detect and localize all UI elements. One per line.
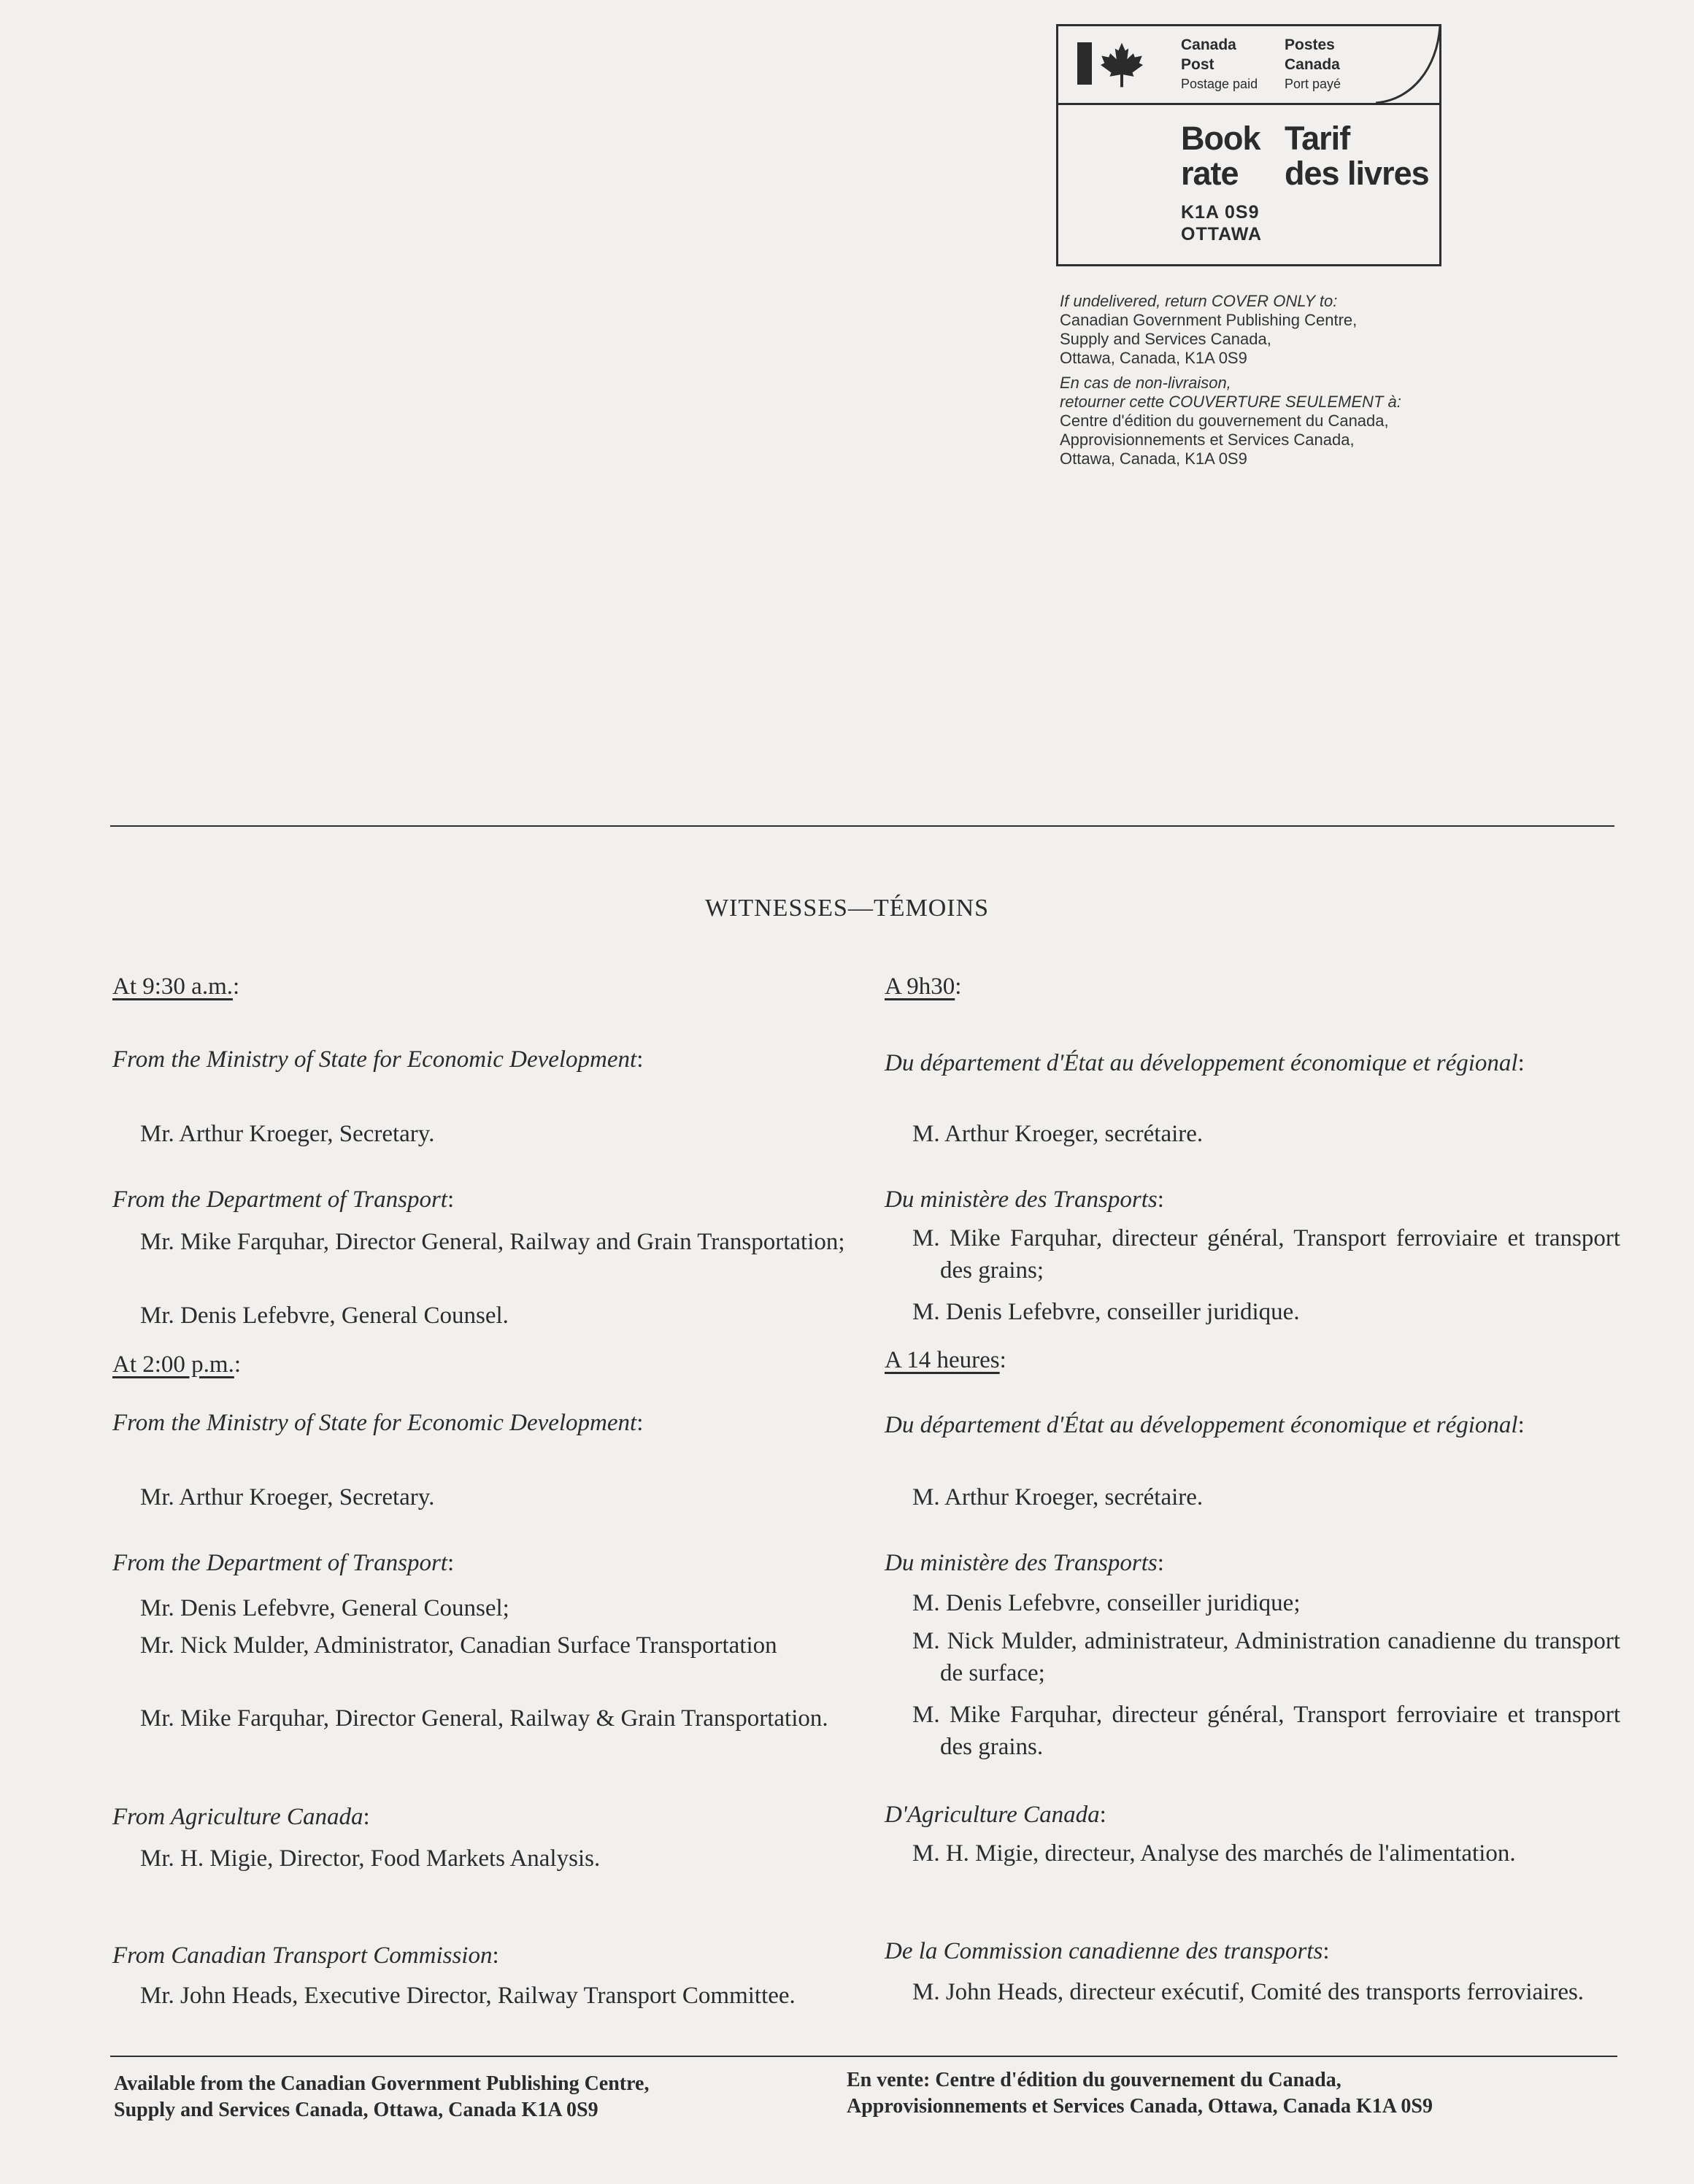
- time-heading-en-2: [112, 1348, 241, 1381]
- postage-city: OTTAWA: [1181, 224, 1263, 244]
- witness-en-9: Mr. John Heads, Executive Director, Railway Transport Committee.: [140, 1983, 796, 2009]
- postage-address: [1181, 201, 1262, 245]
- time-label: At 2:00 p.m.: [112, 1351, 234, 1378]
- section-divider: [110, 825, 1614, 827]
- return-line-fr-2: retourner cette COUVERTURE SEULEMENT à:: [1060, 393, 1401, 411]
- return-line-fr-5: Ottawa, Canada, K1A 0S9: [1060, 449, 1247, 468]
- tarif-text: Tarif: [1285, 120, 1350, 157]
- org-label: From the Department of Transport: [112, 1550, 447, 1576]
- witness-en-4: Mr. Arthur Kroeger, Secretary.: [140, 1484, 435, 1510]
- return-line-en-3: Supply and Services Canada,: [1060, 330, 1271, 348]
- flag-bar: [1077, 42, 1092, 85]
- time-label: At 9:30 a.m.: [112, 973, 233, 1000]
- time-suffix: :: [955, 973, 962, 1000]
- org-label: From Agriculture Canada: [112, 1804, 363, 1830]
- footer-fr-line-1: En vente: Centre d'édition du gouvernement du Canada,: [847, 2069, 1341, 2091]
- postage-header: [1058, 26, 1439, 105]
- des-livres-text: des livres: [1285, 155, 1429, 192]
- witness-fr-2: M. Mike Farquhar, directeur général, Transport ferroviaire et transport des grains;: [912, 1225, 1620, 1284]
- canada-fr-text: Canada: [1285, 56, 1340, 73]
- org-suffix: :: [1517, 1050, 1525, 1076]
- book-text: Book: [1181, 120, 1260, 157]
- book-rate-label: [1181, 121, 1429, 191]
- witness-en-5: Mr. Denis Lefebvre, General Counsel;: [140, 1595, 509, 1621]
- footer-divider: [110, 2056, 1617, 2057]
- time-suffix: :: [232, 973, 240, 1000]
- rate-text: rate: [1181, 155, 1239, 192]
- org-label: Du ministère des Transports: [885, 1550, 1158, 1576]
- org-heading-fr-3: [885, 1409, 1620, 1441]
- postage-paid-text: Postage paid: [1181, 77, 1258, 91]
- org-label: From the Department of Transport: [112, 1186, 447, 1213]
- witness-fr-5: M. Denis Lefebvre, conseiller juridique;: [912, 1590, 1301, 1616]
- return-address: [1060, 292, 1585, 468]
- org-suffix: :: [492, 1942, 499, 1969]
- org-suffix: :: [1157, 1186, 1164, 1213]
- witness-fr-9: M. John Heads, directeur exécutif, Comité des transports ferroviaires.: [912, 1979, 1585, 2005]
- return-line-fr-3: Centre d'édition du gouvernement du Canada,: [1060, 412, 1389, 430]
- witness-en-2: Mr. Mike Farquhar, Director General, Railway and Grain Transportation;: [140, 1229, 845, 1255]
- time-suffix: :: [999, 1347, 1006, 1373]
- org-label: De la Commission canadienne des transports: [885, 1938, 1323, 1964]
- witness-fr-1: M. Arthur Kroeger, secrétaire.: [912, 1121, 1204, 1147]
- org-suffix: :: [1323, 1938, 1330, 1964]
- org-heading-fr-6: [885, 1935, 1620, 1967]
- footer-fr-line-2: Approvisionnements et Services Canada, Ottawa, Canada K1A 0S9: [847, 2095, 1433, 2118]
- org-heading-en-4: [112, 1547, 850, 1579]
- footer-fr: [847, 2067, 1433, 2120]
- org-heading-en-2: [112, 1184, 850, 1216]
- canada-en-text: Canada: [1181, 36, 1236, 53]
- port-paye-text: Port payé: [1285, 77, 1341, 91]
- witness-fr-3: M. Denis Lefebvre, conseiller juridique.: [912, 1299, 1300, 1325]
- postage-label-en: [1181, 35, 1258, 94]
- org-suffix: :: [363, 1804, 370, 1830]
- org-suffix: :: [447, 1550, 455, 1576]
- org-heading-fr-2: [885, 1184, 1620, 1216]
- postes-fr-text: Postes: [1285, 36, 1335, 53]
- time-label: A 14 heures: [885, 1347, 1000, 1373]
- witness-fr-6: M. Nick Mulder, administrateur, Administration canadienne du transport de surface;: [912, 1628, 1620, 1686]
- org-suffix: :: [1157, 1550, 1164, 1576]
- witness-en-8: Mr. H. Migie, Director, Food Markets Analysis.: [140, 1845, 601, 1872]
- org-label: Du ministère des Transports: [885, 1186, 1158, 1213]
- org-suffix: :: [447, 1186, 455, 1213]
- postal-code: K1A 0S9: [1181, 202, 1260, 223]
- org-label: From the Ministry of State for Economic Development: [112, 1046, 637, 1073]
- org-label: Du département d'État au développement économique et régional: [885, 1050, 1518, 1076]
- postage-label-fr: [1285, 35, 1341, 94]
- post-en-text: Post: [1181, 56, 1214, 73]
- org-suffix: :: [636, 1410, 644, 1436]
- org-heading-fr-1: [885, 1047, 1620, 1079]
- postage-corner-curve: [1376, 24, 1441, 105]
- witness-fr-7: M. Mike Farquhar, directeur général, Transport ferroviaire et transport des grains.: [912, 1702, 1620, 1760]
- witness-fr-8: M. H. Migie, directeur, Analyse des marchés de l'alimentation.: [912, 1840, 1516, 1867]
- time-heading-en-1: [112, 971, 239, 1003]
- witness-en-6: Mr. Nick Mulder, Administrator, Canadian Surface Transportation: [140, 1632, 777, 1659]
- org-label: D'Agriculture Canada: [885, 1802, 1100, 1828]
- org-suffix: :: [1099, 1802, 1106, 1828]
- org-suffix: :: [1517, 1412, 1525, 1438]
- witness-fr-4: M. Arthur Kroeger, secrétaire.: [912, 1484, 1204, 1510]
- org-label: From Canadian Transport Commission: [112, 1942, 493, 1969]
- return-line-en-2: Canadian Government Publishing Centre,: [1060, 311, 1358, 329]
- footer-en-line-2: Supply and Services Canada, Ottawa, Canada K1A 0S9: [114, 2099, 598, 2121]
- org-heading-en-5: [112, 1801, 850, 1833]
- org-heading-fr-5: [885, 1799, 1620, 1831]
- org-heading-en-1: [112, 1043, 850, 1076]
- footer-en-line-1: Available from the Canadian Government Publishing Centre,: [114, 2072, 650, 2095]
- witnesses-title: WITNESSES—TÉMOINS: [704, 895, 990, 922]
- time-heading-fr-1: [885, 971, 961, 1003]
- return-line-fr-1: En cas de non-livraison,: [1060, 374, 1231, 392]
- return-line-en-4: Ottawa, Canada, K1A 0S9: [1060, 349, 1247, 367]
- postage-indicia: [1056, 24, 1441, 266]
- return-line-en-1: If undelivered, return COVER ONLY to:: [1060, 292, 1338, 310]
- witness-en-7: Mr. Mike Farquhar, Director General, Railway & Grain Transportation.: [140, 1705, 828, 1732]
- witness-en-1: Mr. Arthur Kroeger, Secretary.: [140, 1121, 435, 1147]
- footer-en: [114, 2071, 649, 2123]
- org-heading-en-3: [112, 1407, 850, 1439]
- org-label: Du département d'État au développement économique et régional: [885, 1412, 1518, 1438]
- time-heading-fr-2: [885, 1344, 1006, 1376]
- org-heading-en-6: [112, 1940, 850, 1972]
- org-suffix: :: [636, 1046, 644, 1073]
- org-heading-fr-4: [885, 1547, 1620, 1579]
- witness-en-3: Mr. Denis Lefebvre, General Counsel.: [140, 1303, 509, 1329]
- return-line-fr-4: Approvisionnements et Services Canada,: [1060, 431, 1355, 449]
- maple-leaf-icon: [1098, 41, 1146, 89]
- org-label: From the Ministry of State for Economic Development: [112, 1410, 637, 1436]
- time-label: A 9h30: [885, 973, 955, 1000]
- time-suffix: :: [234, 1351, 242, 1378]
